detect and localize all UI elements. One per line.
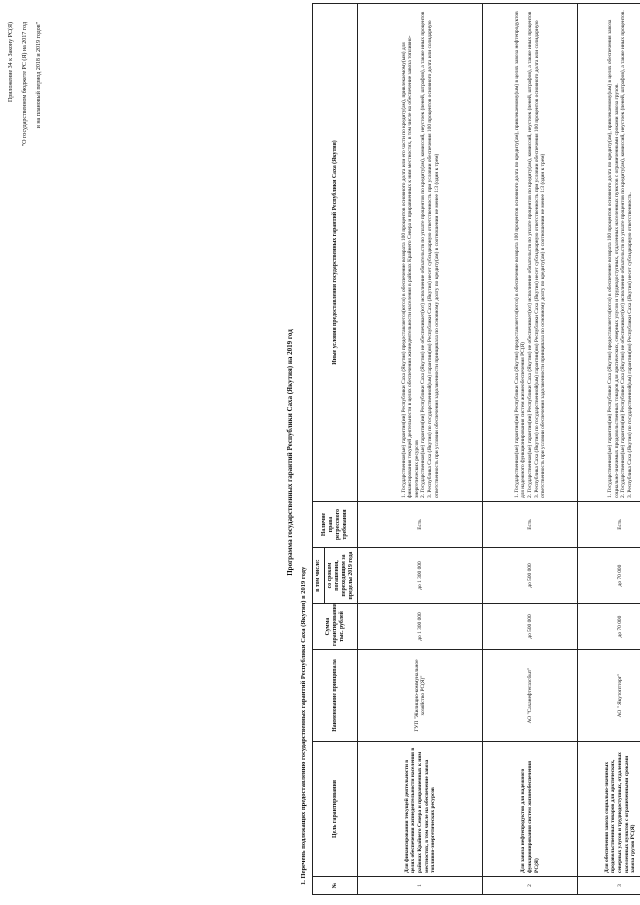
amount-prefix: до [617, 631, 624, 638]
amount-value: 70 000 [617, 615, 624, 631]
section-subtitle-text: Перечень подлежащих предоставлению государственных гарантий Республики Саха (Якутия) в 2019 году [300, 566, 307, 879]
condition-line: 2. Государственная(ые) гарантия(ии) Республики Саха (Якутия) не обеспечивает(ют) исполнение обязательств по уплате процентов по кредиту(ам), комиссий, неустоек (пеней, штрафов), а также иных процентов [527, 11, 534, 498]
condition-line: 1. Государственная(ые) гарантия(ии) Республики Саха (Якутия) предоставляется(ются) в обеспечение возврата 100 процентов основного долга по кредиту(ам), привлекаемому(ым) в целях обеспечения завоза социально-значимых продовольственных товаров для арктических, северных улусов и труднодоступных, отдаленных населенных пунктов с ограниченными сроками завоза грузов. [607, 19, 620, 498]
condition-line: 3. Республика Саха (Якутия) по государственной(ым) гарантии(ям) Республики Саха (Якутия) несет субсидиарную ответственность при условии обеспечения 100 процентов основного долга или солидарную ответственность при условии обеспечения задолженности принципала по основному долгу по кредиту(ам) в соотношении не менее 1:3 (один к трем) [533, 20, 547, 498]
appendix-header-line-2: "О государственном бюджете РС (Я) на 2017 год [22, 22, 28, 147]
header-principal: Наименование принципала [313, 650, 358, 742]
row-num: 1 [358, 877, 483, 895]
header-num: № [313, 877, 358, 895]
header-amount: Сумма гарантирования тыс. рублей [313, 604, 358, 650]
row-goal: Для завоза нефтепродуктов для надежного функционирования систем жизнеобеспечения РС(Я) [483, 742, 578, 877]
header-incl-sub: со сроком погашения, переходящим за пределы 2019 года [325, 548, 358, 604]
table-row [483, 4, 578, 895]
row-conditions [483, 4, 578, 502]
row-incl [483, 548, 578, 604]
header-incl: в том числе: [313, 548, 325, 604]
row-num: 2 [483, 877, 578, 895]
amount-prefix: до [527, 633, 534, 639]
amount-value: 1 300 000 [417, 612, 424, 634]
condition-line: 2. Государственная(ые) гарантия(ии) Республики Саха (Якутия) не обеспечивает(ют) исполнение обязательств по уплате процентов по кредиту(ам), комиссий, неустоек (пеней, штрафов), а также иных процентов. [620, 10, 627, 498]
row-num: 3 [578, 877, 640, 895]
document-title: Программа государственных гарантий Республики Саха (Якутия) на 2019 год [286, 329, 294, 576]
appendix-header-line-3: и на плановый период 2018 и 2019 годов" [36, 22, 42, 129]
row-conditions [358, 4, 483, 502]
row-incl [358, 548, 483, 604]
row-conditions [578, 4, 640, 502]
header-regress: Наличие права регрессного требования [313, 502, 358, 548]
row-goal: Для обеспечения завоза социально-значимых продовольственных товаров для арктических, северных улусов и труднодоступных, отдаленных населенных пунктов с ограниченными сроками завоза грузов РС(Я) [578, 742, 640, 877]
condition-line: 3. Республика Саха (Якутия) по государственной(ым) гарантии(ям) Республики Саха (Якутия) несет субсидиарную ответственность. [626, 192, 633, 498]
condition-line: 3. Республика Саха (Якутия) по государственной(ым) гарантии(ям) Республики Саха (Якутия) несет субсидиарную ответственность при условии обеспечения 100 процентов основного долга или солидарную ответственность при условии обеспечения задолженности принципала по основному долгу по кредиту(ам) в соотношении не менее 1:3 (один к трем) [426, 20, 440, 498]
row-principal: АО "Саханефтегазсбыт" [483, 650, 578, 742]
incl-prefix: до [617, 580, 624, 587]
condition-line: 1. Государственная(ые) гарантия(ии) Республики Саха (Якутия) предоставляется(ются) в обеспечение возврата 100 процентов основного долга или его части по кредиту(ам), привлекаемому(ым) для финансирования текущей деятельности в целях обеспечения жизнедеятельности населения в районах Крайнего Севера и приравненных к ним местностях, в том числе на обеспечение завоза топливно-энергетических ресурсов [400, 35, 420, 498]
row-incl [578, 548, 640, 604]
row-regress: Есть [358, 502, 483, 548]
section-subtitle [300, 567, 307, 885]
incl-value: 70 000 [617, 564, 624, 580]
row-amount [578, 604, 640, 650]
row-goal: Для финансирования текущей деятельности в целях обеспечения жизнедеятельности населения в районах Крайнего Севера и приравненных к ним местностях, в том числе на обеспечение завоза топливно-энергетических ресурсов [358, 742, 483, 877]
appendix-header-line-1: Приложение 34 к Закону РС(Я) [8, 22, 14, 103]
incl-value: 1 300 000 [417, 561, 424, 583]
table-row [358, 4, 483, 895]
condition-line: 1. Государственная(ые) гарантия(ии) Республики Саха (Якутия) предоставляется(ются) в обеспечение возврата 100 процентов основного долга по кредиту(ам), привлекаемому(ым) в целях завоза нефтепродуктов для надежного функционирования систем жизнеобеспечения РС(Я) [513, 11, 527, 498]
incl-prefix: до [417, 584, 424, 590]
header-goal: Цель гарантирования [313, 742, 358, 877]
section-number: 1. [300, 880, 307, 885]
row-amount [358, 604, 483, 650]
header-conditions: Иные условия предоставления государственных гарантий Республики Саха (Якутия) [313, 4, 358, 502]
row-principal: АО " Якутоптторг" [578, 650, 640, 742]
condition-line: 2. Государственная(ые) гарантия(ии) Республики Саха (Якутия) не обеспечивает(ют) исполнение обязательств по уплате процентов по кредиту(ам), комиссий, неустоек (пеней, штрафов), а также иных процентов [420, 11, 427, 498]
amount-prefix: до [417, 635, 424, 641]
incl-prefix: до [527, 582, 534, 588]
row-principal: ГУП "Жилищно-коммунальное хозяйство РС(Я)" [358, 650, 483, 742]
amount-value: 500 000 [527, 614, 534, 632]
guarantees-table [312, 3, 640, 895]
row-regress: Есть [578, 502, 640, 548]
incl-value: 500 000 [527, 563, 534, 581]
row-regress: Есть [483, 502, 578, 548]
table-row [578, 4, 640, 895]
row-amount [483, 604, 578, 650]
